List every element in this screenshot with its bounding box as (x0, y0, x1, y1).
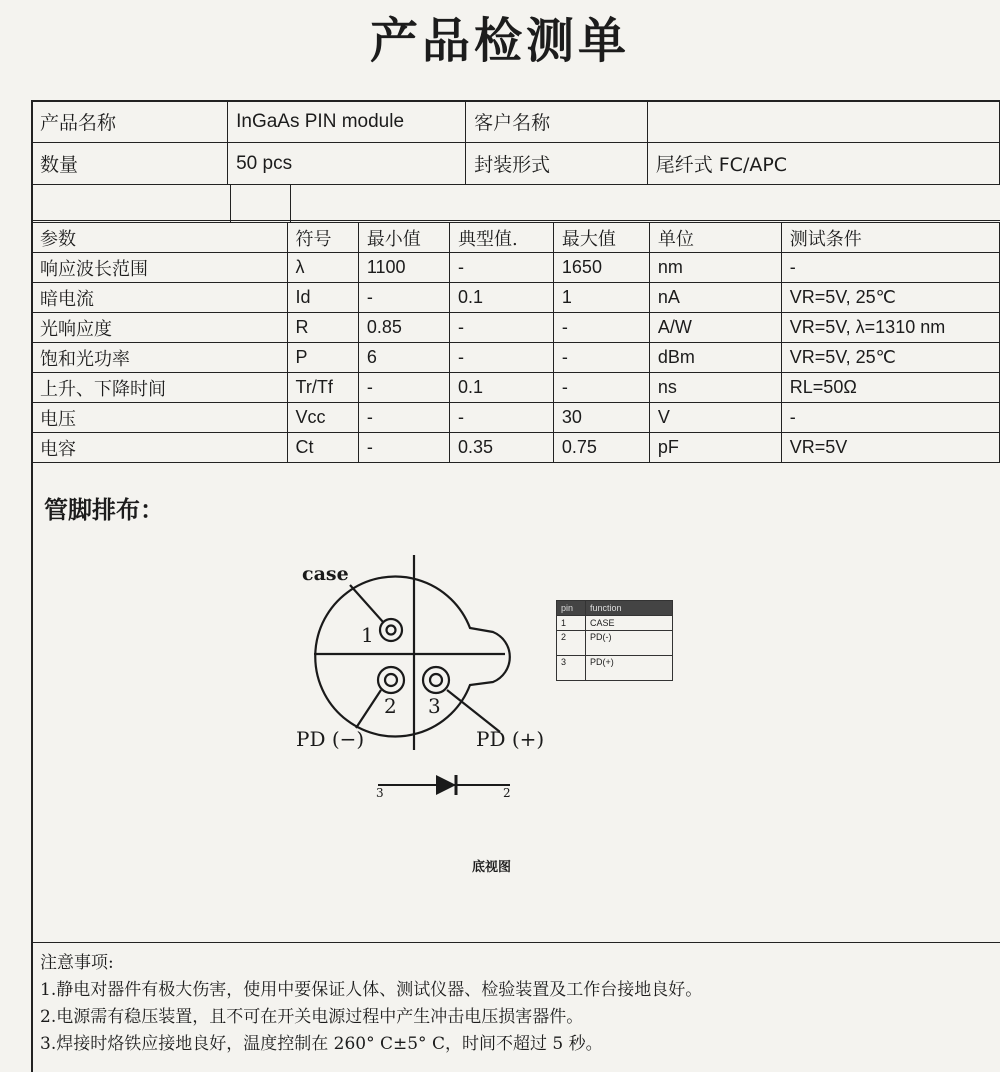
pin-number: 1 (557, 616, 586, 631)
info-row (32, 143, 1000, 185)
pd-minus-label: PD (−) (296, 727, 365, 751)
pin-header: pin (557, 601, 586, 616)
table-row (557, 631, 673, 656)
pin3-label: 3 (428, 694, 441, 718)
param-unit: nm (649, 253, 781, 283)
param-condition: RL=50Ω (781, 373, 999, 403)
param-name: 响应波长范围 (32, 253, 288, 283)
case-label: case (302, 563, 349, 585)
param-symbol: Tr/Tf (287, 373, 358, 403)
info-row (32, 101, 1000, 143)
bottom-view-caption: 底视图 (472, 860, 512, 875)
pinout-heading: 管脚排布： (44, 496, 164, 524)
pin-function-table (556, 600, 673, 681)
page-title: 产品检测单 (369, 13, 630, 69)
notes-heading: 注意事项: (40, 953, 114, 973)
spacer-divider (230, 184, 231, 222)
pin-number: 3 (557, 656, 586, 681)
pin-function: PD(+) (586, 656, 673, 681)
pin-table-header (557, 601, 673, 616)
param-max: - (553, 373, 649, 403)
param-unit: A/W (649, 313, 781, 343)
param-condition: VR=5V, 25℃ (781, 343, 999, 373)
param-typ: 0.1 (450, 373, 554, 403)
table-row (32, 253, 1000, 283)
table-row (32, 403, 1000, 433)
product-info-table (31, 100, 1000, 185)
param-max: - (553, 313, 649, 343)
table-row (557, 616, 673, 631)
pin-function: PD(-) (586, 631, 673, 656)
param-symbol: Vcc (287, 403, 358, 433)
param-name: 光响应度 (32, 313, 288, 343)
pin2-label: 2 (384, 694, 397, 718)
param-max: 1650 (553, 253, 649, 283)
param-max: 30 (553, 403, 649, 433)
param-unit: pF (649, 433, 781, 463)
param-min: 0.85 (358, 313, 449, 343)
note-item: 2.电源需有稳压装置，且不可在开关电源过程中产生冲击电压损害器件。 (40, 1007, 584, 1027)
table-row (32, 343, 1000, 373)
param-typ: - (450, 343, 554, 373)
param-name: 暗电流 (32, 283, 288, 313)
param-condition: - (781, 253, 999, 283)
pin1-label: 1 (361, 623, 374, 647)
table-row (557, 656, 673, 681)
param-min: - (358, 403, 449, 433)
param-name: 电容 (32, 433, 288, 463)
pd-plus-label: PD (+) (476, 727, 545, 751)
param-header-row (32, 223, 1000, 253)
quantity-label: 数量 (32, 143, 228, 185)
param-condition: VR=5V (781, 433, 999, 463)
customer-label: 客户名称 (466, 101, 648, 143)
note-item: 1.静电对器件有极大伤害，使用中要保证人体、测试仪器、检验装置及工作台接地良好。 (40, 980, 703, 1000)
param-min: 6 (358, 343, 449, 373)
param-typ: - (450, 253, 554, 283)
diode-right-label: 2 (503, 786, 511, 800)
spacer-row (31, 184, 1000, 221)
header-unit: 单位 (649, 223, 781, 253)
spacer-divider (290, 184, 291, 222)
param-name: 上升、下降时间 (32, 373, 288, 403)
param-max: - (553, 343, 649, 373)
param-symbol: Ct (287, 433, 358, 463)
package-label: 封装形式 (466, 143, 648, 185)
param-typ: - (450, 403, 554, 433)
table-row (32, 433, 1000, 463)
param-min: - (358, 433, 449, 463)
param-max: 1 (553, 283, 649, 313)
notes-section (40, 950, 702, 1058)
parameter-table (31, 222, 1000, 463)
header-condition: 测试条件 (781, 223, 999, 253)
param-typ: - (450, 313, 554, 343)
customer-value (647, 101, 999, 143)
param-min: 1100 (358, 253, 449, 283)
header-typ: 典型值. (450, 223, 554, 253)
param-name: 电压 (32, 403, 288, 433)
param-unit: dBm (649, 343, 781, 373)
param-typ: 0.35 (450, 433, 554, 463)
param-symbol: R (287, 313, 358, 343)
param-min: - (358, 283, 449, 313)
param-symbol: λ (287, 253, 358, 283)
function-header: function (586, 601, 673, 616)
note-item: 3.焊接时烙铁应接地良好，温度控制在 260° C±5° C，时间不超过 5 秒。 (40, 1034, 603, 1054)
table-row (32, 313, 1000, 343)
param-unit: ns (649, 373, 781, 403)
param-name: 饱和光功率 (32, 343, 288, 373)
param-symbol: Id (287, 283, 358, 313)
param-max: 0.75 (553, 433, 649, 463)
header-min: 最小值 (358, 223, 449, 253)
header-param: 参数 (32, 223, 288, 253)
diode-left-label: 3 (376, 786, 384, 800)
product-name-value: InGaAs PIN module (228, 101, 466, 143)
param-typ: 0.1 (450, 283, 554, 313)
pin-number: 2 (557, 631, 586, 656)
param-condition: VR=5V, λ=1310 nm (781, 313, 999, 343)
pin-function: CASE (586, 616, 673, 631)
param-symbol: P (287, 343, 358, 373)
param-condition: - (781, 403, 999, 433)
param-condition: VR=5V, 25℃ (781, 283, 999, 313)
table-row (32, 283, 1000, 313)
header-symbol: 符号 (287, 223, 358, 253)
table-row (32, 373, 1000, 403)
product-name-label: 产品名称 (32, 101, 228, 143)
param-unit: nA (649, 283, 781, 313)
quantity-value: 50 pcs (228, 143, 466, 185)
header-max: 最大值 (553, 223, 649, 253)
param-unit: V (649, 403, 781, 433)
notes-divider (31, 942, 1000, 943)
param-min: - (358, 373, 449, 403)
package-value: 尾纤式 FC/APC (647, 143, 999, 185)
